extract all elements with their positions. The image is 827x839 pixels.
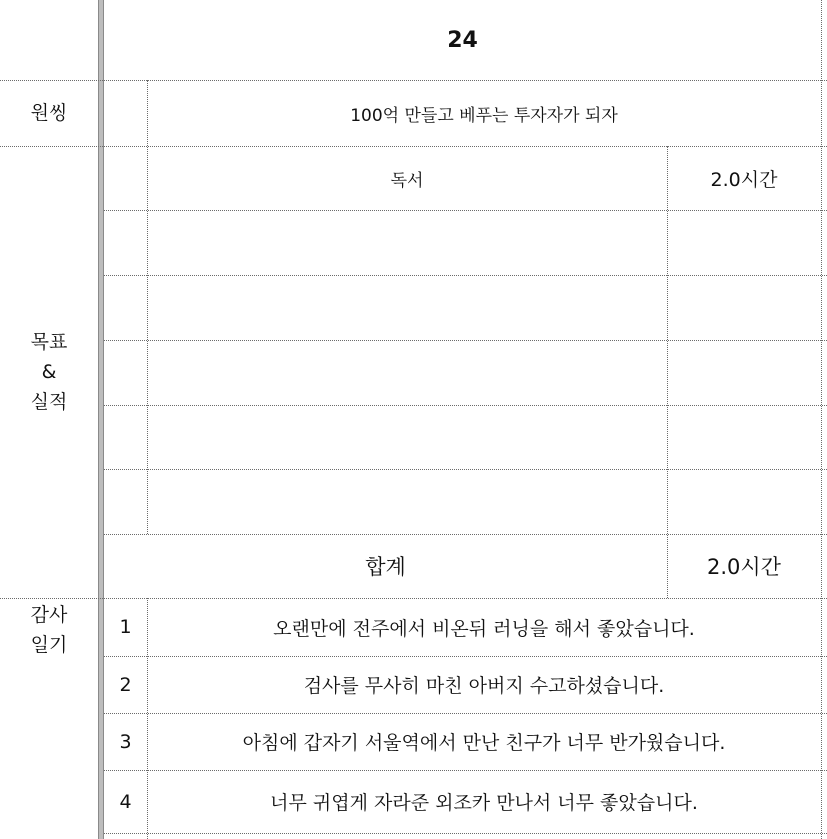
gratitude-text[interactable]: 너무 귀엽게 자라준 외조카 만나서 너무 좋았습니다. <box>270 792 698 814</box>
gratitude-number: 3 <box>119 730 132 753</box>
goal-task[interactable] <box>147 275 667 340</box>
goal-task[interactable] <box>147 405 667 469</box>
vision-text[interactable]: 100억 만들고 베푸는 투자자가 되자 <box>350 105 618 126</box>
gratitude-text[interactable]: 오랜만에 전주에서 비온뒤 러닝을 해서 좋았습니다. <box>273 617 695 640</box>
gratitude-text[interactable]: 검사를 무사히 마친 아버지 수고하셨습니다. <box>303 675 665 697</box>
day-number: 24 <box>447 27 478 53</box>
goal-time[interactable] <box>667 275 821 340</box>
goal-task[interactable] <box>147 210 667 275</box>
goal-time[interactable] <box>667 469 821 534</box>
gratitude-label-line: 감사 <box>30 604 68 626</box>
goal-task[interactable] <box>147 469 667 534</box>
goals-label <box>0 146 98 598</box>
gratitude-text[interactable]: 아침에 갑자기 서울역에서 만난 친구가 너무 반가웠습니다. <box>242 732 726 754</box>
goal-time[interactable] <box>667 405 821 469</box>
total-time: 2.0시간 <box>707 555 781 579</box>
vision-label: 원씽 <box>30 102 68 124</box>
goal-time[interactable] <box>667 340 821 405</box>
goal-time[interactable] <box>667 210 821 275</box>
goals-label-line: & <box>41 361 57 383</box>
goal-time[interactable]: 2.0시간 <box>710 168 778 191</box>
gratitude-number: 2 <box>119 673 132 696</box>
gratitude-label <box>0 598 98 658</box>
total-label: 합계 <box>365 555 406 579</box>
gratitude-number: 1 <box>119 616 132 638</box>
goal-task[interactable]: 독서 <box>390 170 424 191</box>
goals-label-line: 실적 <box>30 391 68 413</box>
goals-label-line: 목표 <box>30 331 68 353</box>
gratitude-number: 4 <box>119 790 132 813</box>
gratitude-label-line: 일기 <box>30 634 68 656</box>
goal-task[interactable] <box>147 340 667 405</box>
